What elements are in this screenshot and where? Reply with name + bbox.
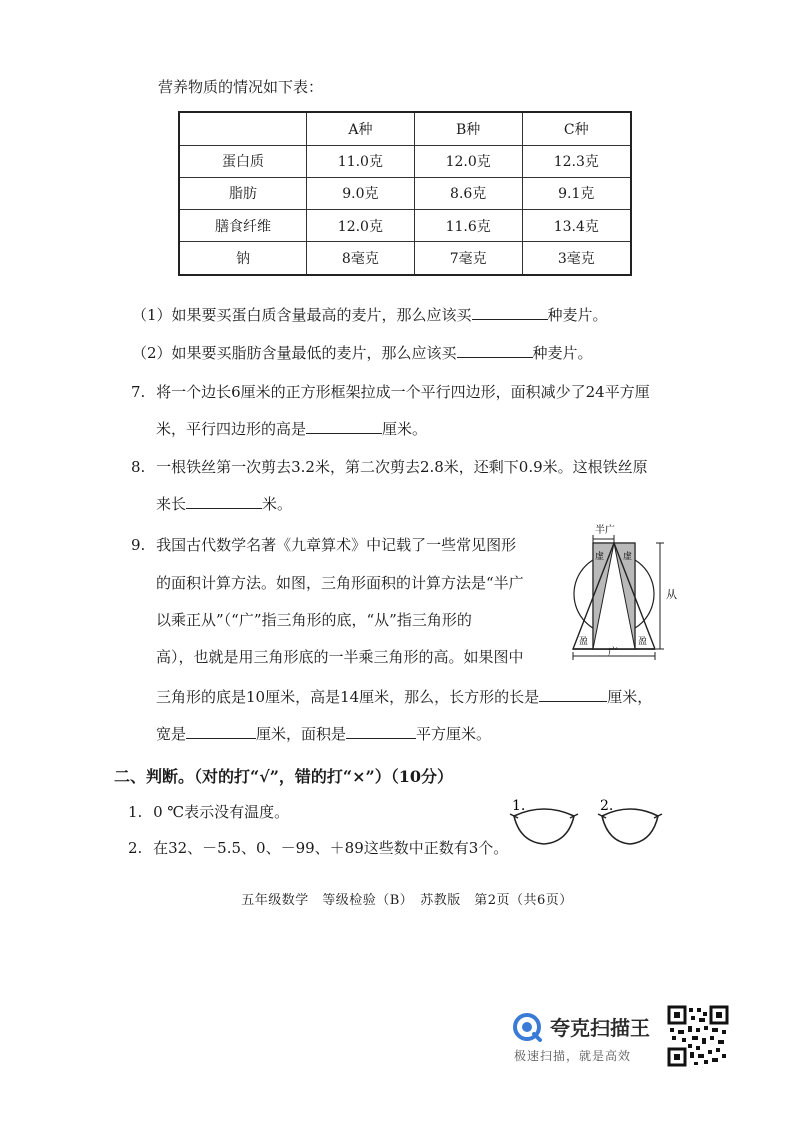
question-9-line6 xyxy=(156,723,491,744)
scanner-logo-icon xyxy=(512,1012,542,1042)
triangle-rectangle-figure xyxy=(570,522,680,664)
question-text: 厘米， xyxy=(607,688,653,706)
label-filled-left: 盈 xyxy=(579,637,589,647)
table-cell: 7毫克 xyxy=(414,242,522,275)
question-7-line2 xyxy=(156,418,427,439)
question-text: 种麦片。 xyxy=(547,306,608,324)
question-text: 一根铁丝第一次剪去3.2米，第二次剪去2.8米，还剩下0.9米。这根铁丝原 xyxy=(156,458,648,476)
table-cell: 蛋白质 xyxy=(179,145,307,177)
bowl-2[interactable] xyxy=(602,809,658,844)
question-text: 种麦片。 xyxy=(532,344,593,362)
question-8-line2 xyxy=(156,493,292,514)
question-text: 来长 xyxy=(156,495,187,513)
answer-blank[interactable] xyxy=(186,724,256,739)
label-half-base: 半广 xyxy=(595,525,615,536)
table-intro: 营养物质的情况如下表： xyxy=(158,78,324,96)
question-text: 在32、－5.5、0、－99、＋89这些数中正数有3个。 xyxy=(153,839,509,857)
table-cell: 12.3克 xyxy=(522,145,631,177)
table-cell: 脂肪 xyxy=(179,177,307,209)
table-cell: 9.1克 xyxy=(522,177,631,209)
answer-blank[interactable] xyxy=(539,687,607,702)
question-text: 的面积计算方法。如图，三角形面积的计算方法是“半广 xyxy=(156,574,524,592)
question-text: （1）如果要买蛋白质含量最高的麦片，那么应该买 xyxy=(132,306,472,324)
question-text: 米。 xyxy=(262,495,293,513)
answer-blank[interactable] xyxy=(186,494,262,509)
table-row xyxy=(179,242,631,275)
question-9-line5 xyxy=(156,686,652,707)
table-row xyxy=(179,210,631,242)
question-number: 7. xyxy=(131,383,146,401)
table-cell: 9.0克 xyxy=(307,177,415,209)
table-cell: 8毫克 xyxy=(307,242,415,275)
table-header-row xyxy=(179,112,631,145)
table-row xyxy=(179,177,631,209)
bowl-number: 1. xyxy=(512,798,526,814)
table-header-cell xyxy=(179,112,307,145)
table-cell: 11.0克 xyxy=(307,145,415,177)
table-cell: 8.6克 xyxy=(414,177,522,209)
question-text: 高），也就是用三角形底的一半乘三角形的高。如果图中 xyxy=(156,648,524,666)
table-cell: 13.4克 xyxy=(522,210,631,242)
answer-blank[interactable] xyxy=(346,724,416,739)
nutrition-table xyxy=(178,111,632,276)
question-6-1 xyxy=(132,304,608,325)
judge-question-1 xyxy=(128,801,289,822)
question-number: 2. xyxy=(128,839,143,857)
answer-bowls xyxy=(508,794,678,854)
question-text: 米，平行四边形的高是 xyxy=(156,420,307,438)
label-empty-right: 虚 xyxy=(623,552,633,562)
question-text: 0 ℃表示没有温度。 xyxy=(153,803,290,821)
qr-code-icon xyxy=(667,1005,729,1067)
table-cell: 3毫克 xyxy=(522,242,631,275)
scanner-slogan: 极速扫描，就是高效 xyxy=(514,1049,632,1063)
bowl-1[interactable] xyxy=(514,809,574,844)
question-text: 厘米。 xyxy=(382,420,428,438)
label-filled-right: 盈 xyxy=(638,637,648,647)
table-cell: 膳食纤维 xyxy=(179,210,307,242)
page-footer: 五年级数学 等级检验（B） 苏教版 第2页（共6页） xyxy=(241,893,573,908)
question-text: 平方厘米。 xyxy=(416,725,492,743)
scanner-brand-name: 夸克扫描王 xyxy=(550,1016,650,1040)
question-text: 我国古代数学名著《九章算术》中记载了一些常见图形 xyxy=(156,536,517,554)
label-base: 广 xyxy=(608,647,618,658)
label-height: 从 xyxy=(666,588,677,601)
bowl-number: 2. xyxy=(600,798,614,814)
table-cell: 11.6克 xyxy=(414,210,522,242)
question-6-2 xyxy=(132,342,593,363)
answer-blank[interactable] xyxy=(457,343,533,358)
judge-question-2 xyxy=(128,837,508,858)
question-8 xyxy=(131,456,648,477)
question-text: 宽是 xyxy=(156,725,187,743)
table-header-cell: C种 xyxy=(522,112,631,145)
question-text: 以乘正从”（“广”指三角形的底，“从”指三角形的 xyxy=(156,611,472,629)
label-empty-left: 虚 xyxy=(595,552,605,562)
table-cell: 12.0克 xyxy=(414,145,522,177)
table-row xyxy=(179,145,631,177)
table-cell: 钠 xyxy=(179,242,307,275)
question-text: 将一个边长6厘米的正方形框架拉成一个平行四边形，面积减少了24平方厘 xyxy=(156,383,650,401)
section-title: 二、判断。（对的打“√”，错的打“×”）（10分） xyxy=(114,767,454,786)
table-cell: 12.0克 xyxy=(307,210,415,242)
question-7 xyxy=(131,381,650,402)
question-9 xyxy=(131,534,516,555)
question-number: 8. xyxy=(131,458,146,476)
question-text: （2）如果要买脂肪含量最低的麦片，那么应该买 xyxy=(132,344,457,362)
question-number: 9. xyxy=(131,536,146,554)
question-number: 1. xyxy=(128,803,143,821)
answer-blank[interactable] xyxy=(306,419,382,434)
question-text: 三角形的底是10厘米，高是14厘米，那么，长方形的长是 xyxy=(156,688,540,706)
answer-blank[interactable] xyxy=(472,305,548,320)
question-text: 厘米，面积是 xyxy=(256,725,347,743)
table-header-cell: B种 xyxy=(414,112,522,145)
table-header-cell: A种 xyxy=(307,112,415,145)
